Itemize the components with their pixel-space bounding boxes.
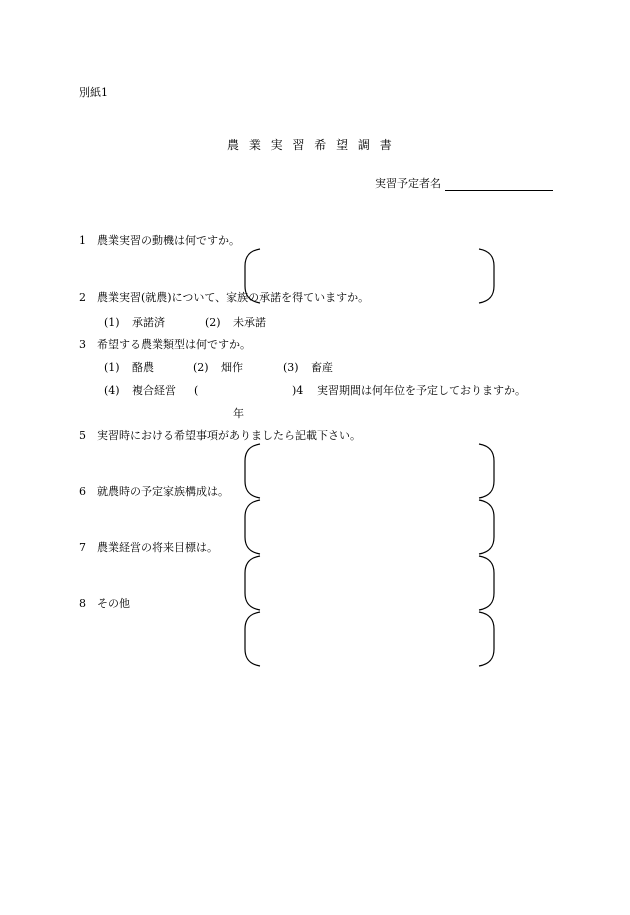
q1-text: 農業実習の動機は何ですか。	[97, 234, 240, 247]
answer-bracket-right-1[interactable]	[476, 248, 496, 304]
q3-option4-number: (4)	[104, 384, 120, 397]
q2-option1-number: (1)	[104, 316, 120, 329]
q3-option2-number: (2)	[193, 361, 209, 374]
q3-option1-label[interactable]: 酪農	[132, 361, 154, 374]
q3-option4-label[interactable]: 複合経営	[132, 384, 176, 397]
q1-number: 1	[79, 234, 86, 247]
q7-number: 7	[79, 541, 86, 554]
q2-option2-number: (2)	[205, 316, 221, 329]
q2-text: 農業実習(就農)について、家族の承諾を得ていますか。	[97, 291, 370, 304]
annex-label: 別紙1	[79, 86, 108, 99]
q3-option4-paren-close-q4-number: )4	[292, 384, 304, 397]
applicant-name-label: 実習予定者名	[375, 177, 441, 190]
q3-option4-paren-open: (	[194, 384, 199, 397]
q2-number: 2	[79, 291, 86, 304]
q6-number: 6	[79, 485, 86, 498]
answer-bracket-left-4[interactable]	[243, 555, 263, 611]
q4-text: 実習期間は何年位を予定しておりますか。	[317, 384, 526, 397]
q8-text: その他	[97, 597, 130, 610]
answer-bracket-left-3[interactable]	[243, 499, 263, 555]
answer-bracket-left-2[interactable]	[243, 443, 263, 499]
q4-year-unit: 年	[233, 407, 244, 420]
answer-bracket-right-2[interactable]	[476, 443, 496, 499]
q6-text: 就農時の予定家族構成は。	[97, 485, 229, 498]
q5-text: 実習時における希望事項がありましたら記載下さい。	[97, 429, 361, 442]
answer-bracket-left-5[interactable]	[243, 611, 263, 667]
page-title: 農 業 実 習 希 望 調 書	[227, 138, 395, 152]
applicant-name-line[interactable]	[445, 190, 553, 191]
q8-number: 8	[79, 597, 86, 610]
answer-bracket-right-3[interactable]	[476, 499, 496, 555]
q3-option3-number: (3)	[283, 361, 299, 374]
q3-option1-number: (1)	[104, 361, 120, 374]
answer-bracket-right-4[interactable]	[476, 555, 496, 611]
q3-text: 希望する農業類型は何ですか。	[97, 338, 251, 351]
q5-number: 5	[79, 429, 86, 442]
answer-bracket-right-5[interactable]	[476, 611, 496, 667]
q3-option3-label[interactable]: 畜産	[311, 361, 333, 374]
q3-option2-label[interactable]: 畑作	[221, 361, 243, 374]
q2-option2-label[interactable]: 未承諾	[233, 316, 266, 329]
q2-option1-label[interactable]: 承諾済	[132, 316, 165, 329]
q3-number: 3	[79, 338, 86, 351]
q7-text: 農業経営の将来目標は。	[97, 541, 218, 554]
